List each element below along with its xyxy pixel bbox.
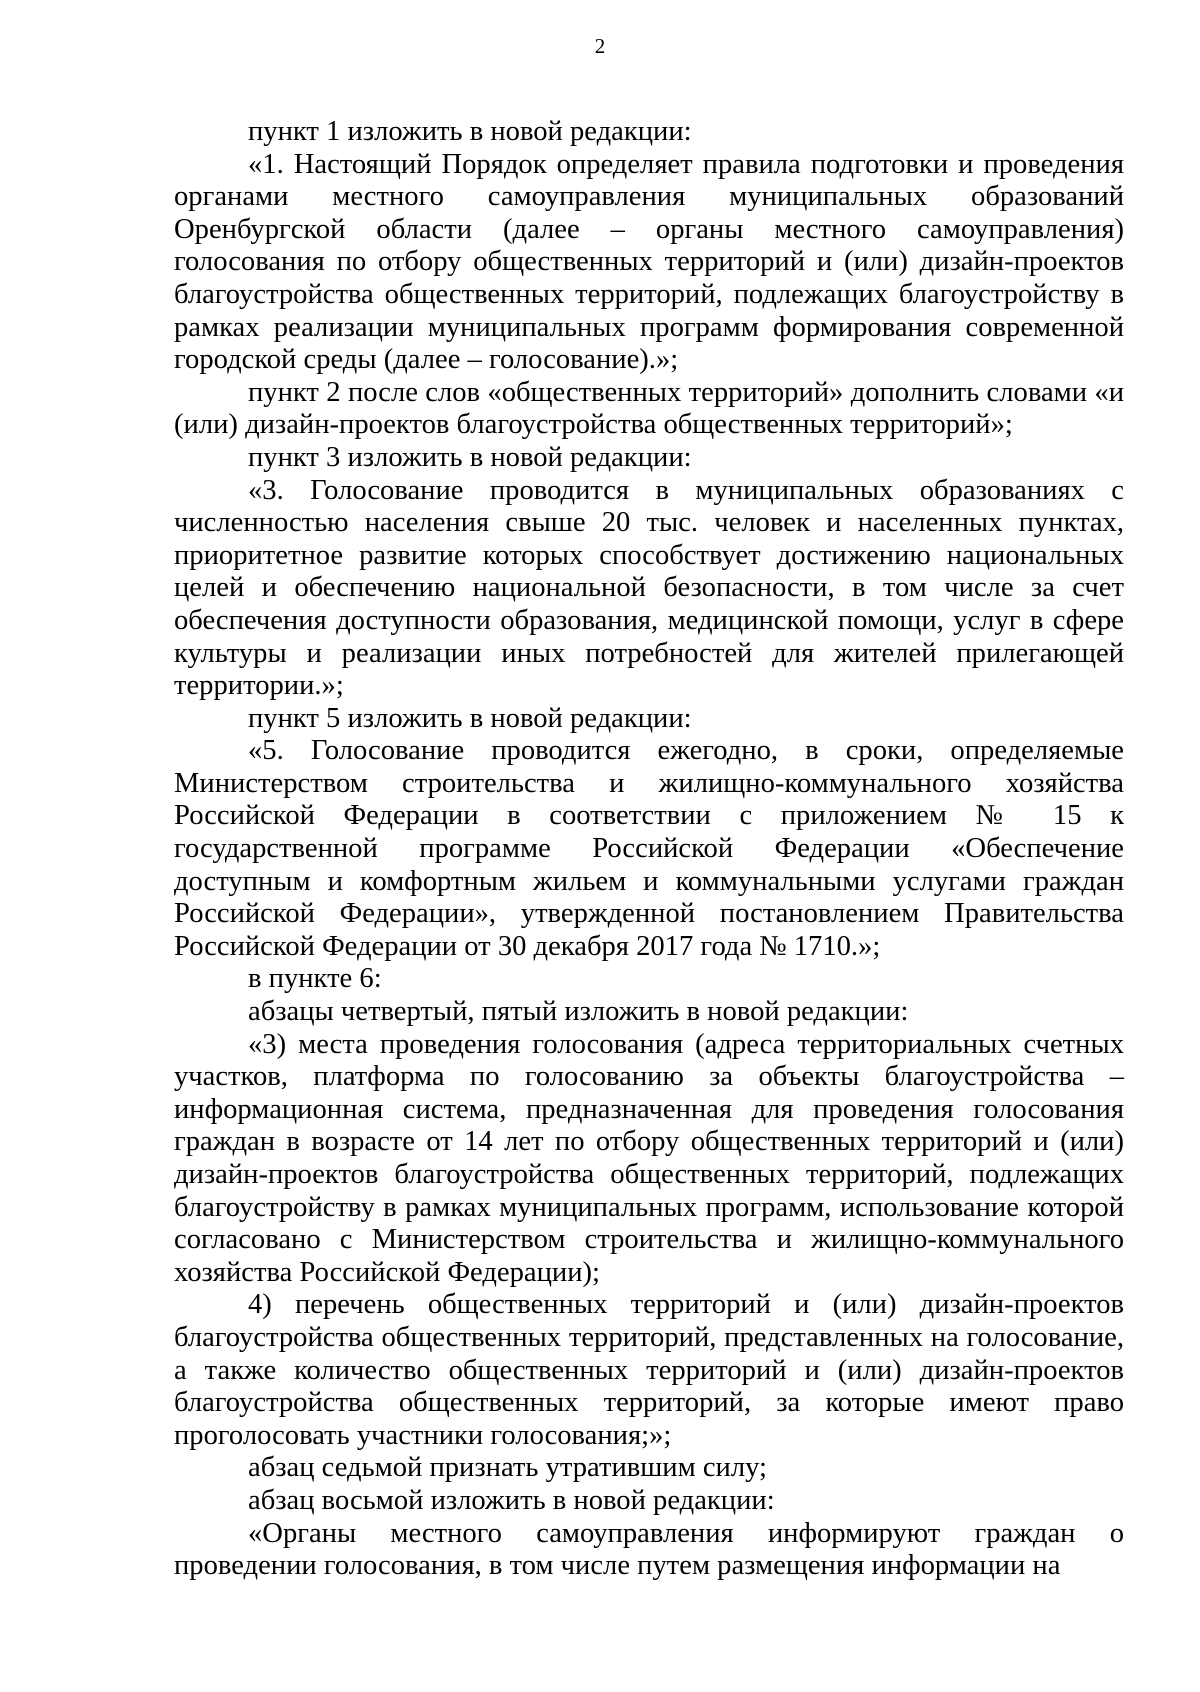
paragraph: пункт 3 изложить в новой редакции: [248, 441, 692, 473]
paragraph: в пункте 6: [248, 963, 382, 995]
paragraph: «3. Голосование проводится в муниципальных образованиях с численностью населения свыше 20 тыс. человек и населенных пунктах, приоритетное развитие которых способствует достижению национальных целей и обеспечению национальной безопасности, в том числе за счет обеспечения доступности образования, медицинской помощи, услуг в сфере культуры и реализации иных потребностей для жителей прилегающей территории.»; [174, 474, 1124, 702]
paragraph: «3) места проведения голосования (адреса территориальных счетных участков, платформа по голосованию за объекты благоустройства – информационная система, предназначенная для проведения голосования граждан в возрасте от 14 лет по отбору общественных территорий и (или) дизайн-проектов благоустройства общественных территорий, подлежащих благоустройству в рамках муниципальных программ, использование которой согласовано с Министерством строительства и жилищно-коммунального хозяйства Российской Федерации); [174, 1028, 1124, 1288]
paragraph: абзац седьмой признать утратившим силу; [248, 1452, 767, 1484]
paragraph: «1. Настоящий Порядок определяет правила подготовки и проведения органами местного самоуправления муниципальных образований Оренбургской области (далее – органы местного самоуправления) голосования по отбору общественных территорий и (или) дизайн-проектов благоустройства общественных территорий, подлежащих благоустройству в рамках реализации муниципальных программ формирования современной городской среды (далее – голосование).»; [174, 148, 1124, 376]
paragraph: «Органы местного самоуправления информируют граждан о проведении голосования, в том числе путем размещения информации на [174, 1517, 1124, 1582]
paragraph: «5. Голосование проводится ежегодно, в сроки, определяемые Министерством строительства и жилищно-коммунального хозяйства Российской Федерации в соответствии с приложением № 15 к государственной программе Российской Федерации «Обеспечение доступным и комфортным жильем и коммунальными услугами граждан Российской Федерации», утвержденной постановлением Правительства Российской Федерации от 30 декабря 2017 года № 1710.»; [174, 735, 1124, 962]
paragraph: абзац восьмой изложить в новой редакции: [248, 1484, 775, 1516]
paragraph: пункт 2 после слов «общественных территорий» дополнить словами «и (или) дизайн-проектов благоустройства общественных территорий»; [174, 376, 1124, 441]
paragraph: 4) перечень общественных территорий и (или) дизайн-проектов благоустройства общественных территорий, представленных на голосование, а также количество общественных территорий и (или) дизайн-проектов благоустройства общественных территорий, за которые имеют право проголосовать участники голосования;»; [174, 1289, 1124, 1451]
paragraph: абзацы четвертый, пятый изложить в новой редакции: [248, 996, 909, 1028]
page-number: 2 [594, 34, 606, 58]
paragraph: пункт 5 изложить в новой редакции: [248, 702, 692, 734]
paragraph: пункт 1 изложить в новой редакции: [248, 116, 692, 147]
document-body [174, 116, 1124, 1583]
